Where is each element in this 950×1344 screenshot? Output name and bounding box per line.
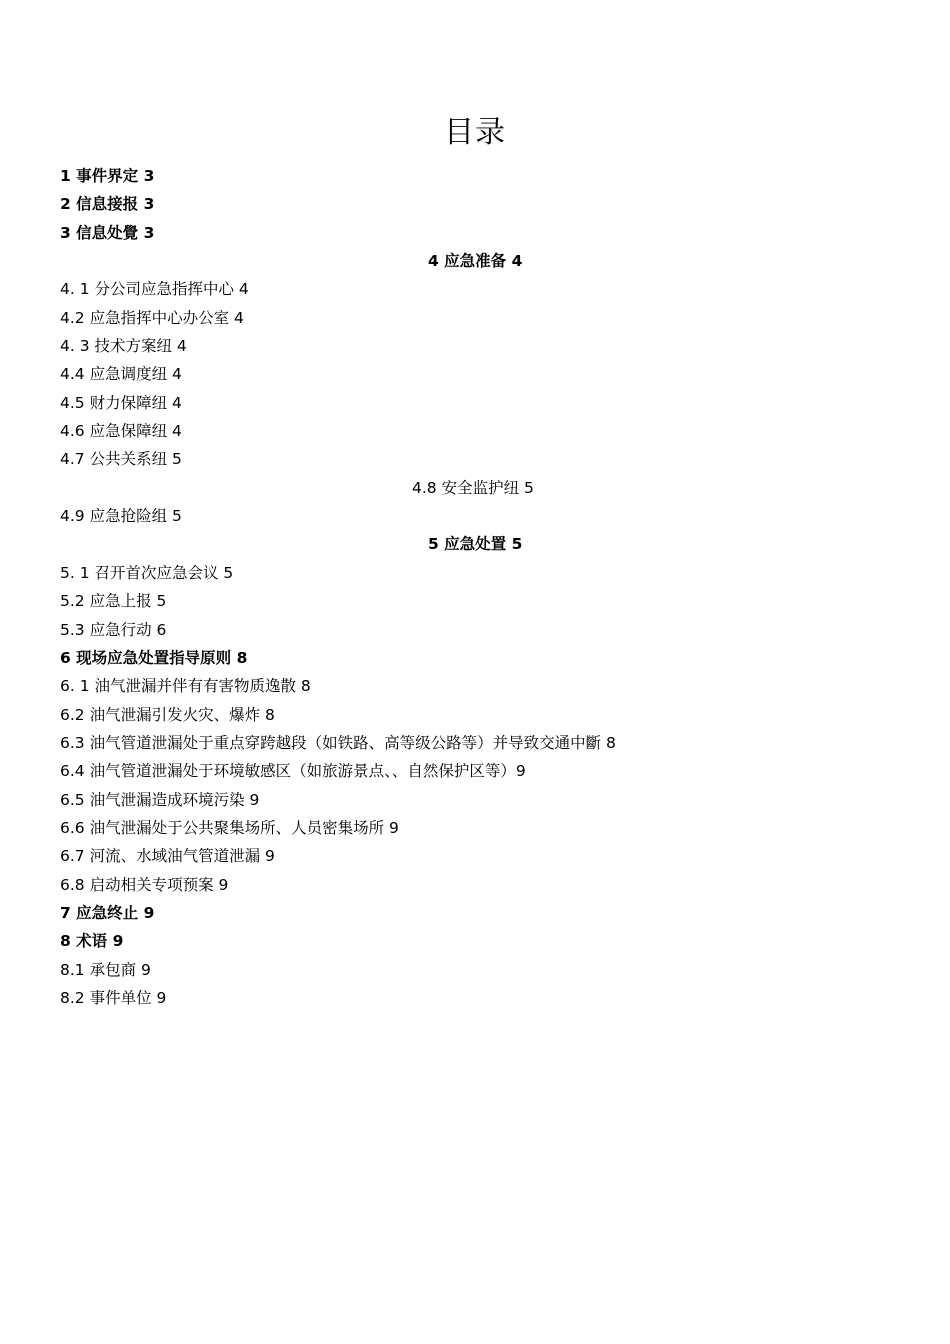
toc-entry-7: 7 应急终止 9 <box>60 903 155 922</box>
toc-entry-4-9: 4.9 应急抢险组 5 <box>60 507 182 526</box>
toc-entry-4-5: 4.5 财力保障纽 4 <box>60 393 182 412</box>
toc-entry-6-3: 6.3 油气管道泄漏处于重点穿跨越段（如铁路、高等级公路等）并导致交通中斷 8 <box>60 733 616 752</box>
toc-entry-4-4: 4.4 应急调度纽 4 <box>60 365 182 384</box>
toc-entry-4-3: 4. 3 技术方案纽 4 <box>60 337 187 356</box>
toc-entry-6-5: 6.5 油气泄漏造成环境污染 9 <box>60 790 260 809</box>
toc-list <box>60 162 900 1012</box>
toc-entry-8: 8 术语 9 <box>60 932 124 951</box>
toc-entry-6-2: 6.2 油气泄漏引发火灾、爆炸 8 <box>60 705 275 724</box>
toc-entry-2: 2 信息接报 3 <box>60 195 155 214</box>
toc-entry-6-6: 6.6 油气泄漏处于公共聚集场所、人员密集场所 9 <box>60 818 399 837</box>
toc-entry-4-6: 4.6 应急保障纽 4 <box>60 422 182 441</box>
toc-title: 目录 <box>444 115 506 150</box>
toc-entry-4-2: 4.2 应急指挥中心办公室 4 <box>60 308 244 327</box>
toc-entry-3: 3 信息处覺 3 <box>60 223 155 242</box>
toc-entry-6-1: 6. 1 油气泄漏并伴有有害物质逸散 8 <box>60 677 311 696</box>
toc-entry-8-2: 8.2 事件单位 9 <box>60 988 167 1007</box>
toc-entry-6-7: 6.7 河流、水域油气管道泄漏 9 <box>60 847 275 866</box>
toc-entry-6-8: 6.8 启动相关专项预案 9 <box>60 875 229 894</box>
toc-entry-6: 6 现场应急处置指导原则 8 <box>60 648 248 667</box>
toc-entry-4: 4 应急准备 4 <box>428 252 523 271</box>
toc-entry-5-1: 5. 1 召开首次应急会议 5 <box>60 563 234 582</box>
toc-entry-4-7: 4.7 公共关系纽 5 <box>60 450 182 469</box>
toc-entry-6-4: 6.4 油气管道泄漏处于环境敏感区（如旅游景点、、自然保护区等）9 <box>60 762 526 781</box>
toc-entry-4-8: 4.8 安全监护纽 5 <box>412 478 534 497</box>
toc-entry-5-2: 5.2 应急上报 5 <box>60 592 167 611</box>
toc-entry-1: 1 事件界定 3 <box>60 167 155 185</box>
toc-entry-8-1: 8.1 承包商 9 <box>60 960 151 979</box>
toc-entry-5-3: 5.3 应急行动 6 <box>60 620 167 639</box>
toc-entry-4-1: 4. 1 分公司应急指挥中心 4 <box>60 280 249 299</box>
toc-entry-5: 5 应急处置 5 <box>428 535 523 554</box>
